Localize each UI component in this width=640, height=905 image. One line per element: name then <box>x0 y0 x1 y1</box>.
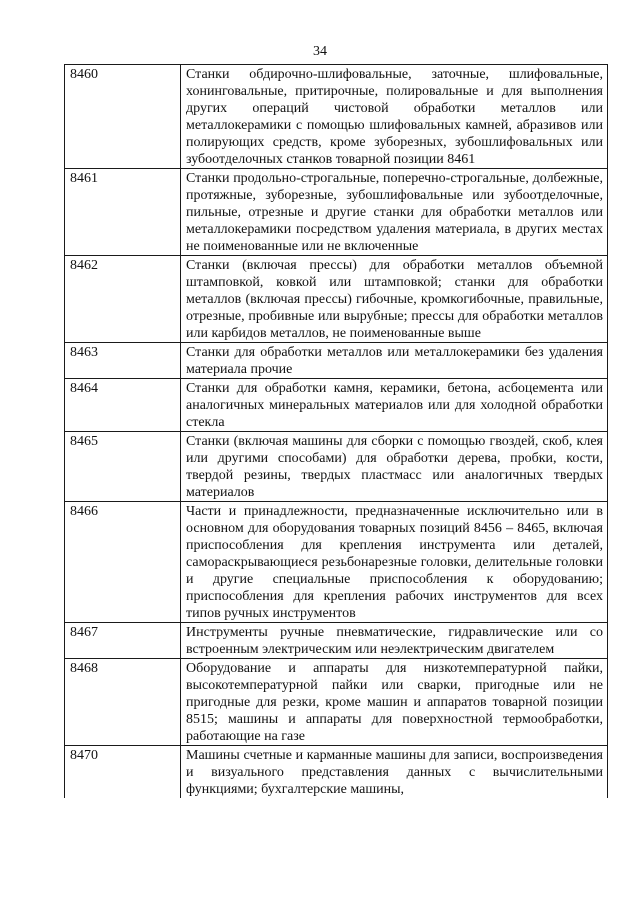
description-cell: Машины счетные и карманные машины для записи, воспроизведения и визуального представления данных с вычислительными функциями; бухгалтерские машины, <box>181 746 608 799</box>
table-row <box>65 659 608 746</box>
code-cell: 8460 <box>65 65 181 169</box>
description-cell: Части и принадлежности, предназначенные исключительно или в основном для оборудования товарных позиций 8456 – 8465, включая приспособления для крепления инструмента или деталей, самораскрывающиеся резьбонарезные головки, делительные головки и другие специальные приспособления к оборудованию; приспособления для крепления рабочих инструментов для всех типов ручных инструментов <box>181 502 608 623</box>
description-cell: Станки продольно-строгальные, поперечно-строгальные, долбежные, протяжные, зуборезные, зубошлифовальные или зубоотделочные, пильные, отрезные и другие станки для обработки металлов или металлокерамики посредством удаления материала, в других местах не поименованные или не включенные <box>181 169 608 256</box>
table-row <box>65 623 608 659</box>
code-cell: 8466 <box>65 502 181 623</box>
commodity-code-table <box>64 64 608 798</box>
description-cell: Станки (включая прессы) для обработки металлов объемной штамповкой, ковкой или штамповкой; станки для обработки металлов (включая прессы) гибочные, кромкогибочные, правильные, отрезные, пробивные или вырубные; прессы для обработки металлов или карбидов металлов, не поименованные выше <box>181 256 608 343</box>
description-cell: Станки для обработки камня, керамики, бетона, асбоцемента или аналогичных минеральных материалов или для холодной обработки стекла <box>181 379 608 432</box>
code-cell: 8463 <box>65 343 181 379</box>
code-cell: 8467 <box>65 623 181 659</box>
table-row <box>65 432 608 502</box>
code-cell: 8462 <box>65 256 181 343</box>
table-row <box>65 169 608 256</box>
table-row <box>65 502 608 623</box>
code-cell: 8461 <box>65 169 181 256</box>
page-number: 34 <box>313 44 327 59</box>
description-cell: Станки обдирочно-шлифовальные, заточные, шлифовальные, хонинговальные, притирочные, полировальные и для выполнения других операций чистовой обработки металлов или металлокерамики с помощью шлифовальных камней, абразивов или полирующих средств, кроме зуборезных, зубошлифовальных или зубоотделочных станков товарной позиции 8461 <box>181 65 608 169</box>
table-row <box>65 379 608 432</box>
description-cell: Инструменты ручные пневматические, гидравлические или со встроенным электрическим или неэлектрическим двигателем <box>181 623 608 659</box>
table-row <box>65 746 608 799</box>
description-cell: Станки (включая машины для сборки с помощью гвоздей, скоб, клея или другими способами) для обработки дерева, пробки, кости, твердой резины, твердых пластмасс или аналогичных твердых материалов <box>181 432 608 502</box>
table-row <box>65 65 608 169</box>
table-row <box>65 343 608 379</box>
description-cell: Оборудование и аппараты для низкотемпературной пайки, высокотемпературной пайки или сварки, пригодные или не пригодные для резки, кроме машин и аппаратов товарной позиции 8515; машины и аппараты для поверхностной термообработки, работающие на газе <box>181 659 608 746</box>
code-cell: 8465 <box>65 432 181 502</box>
table-row <box>65 256 608 343</box>
code-cell: 8470 <box>65 746 181 799</box>
description-cell: Станки для обработки металлов или металлокерамики без удаления материала прочие <box>181 343 608 379</box>
code-cell: 8468 <box>65 659 181 746</box>
code-cell: 8464 <box>65 379 181 432</box>
